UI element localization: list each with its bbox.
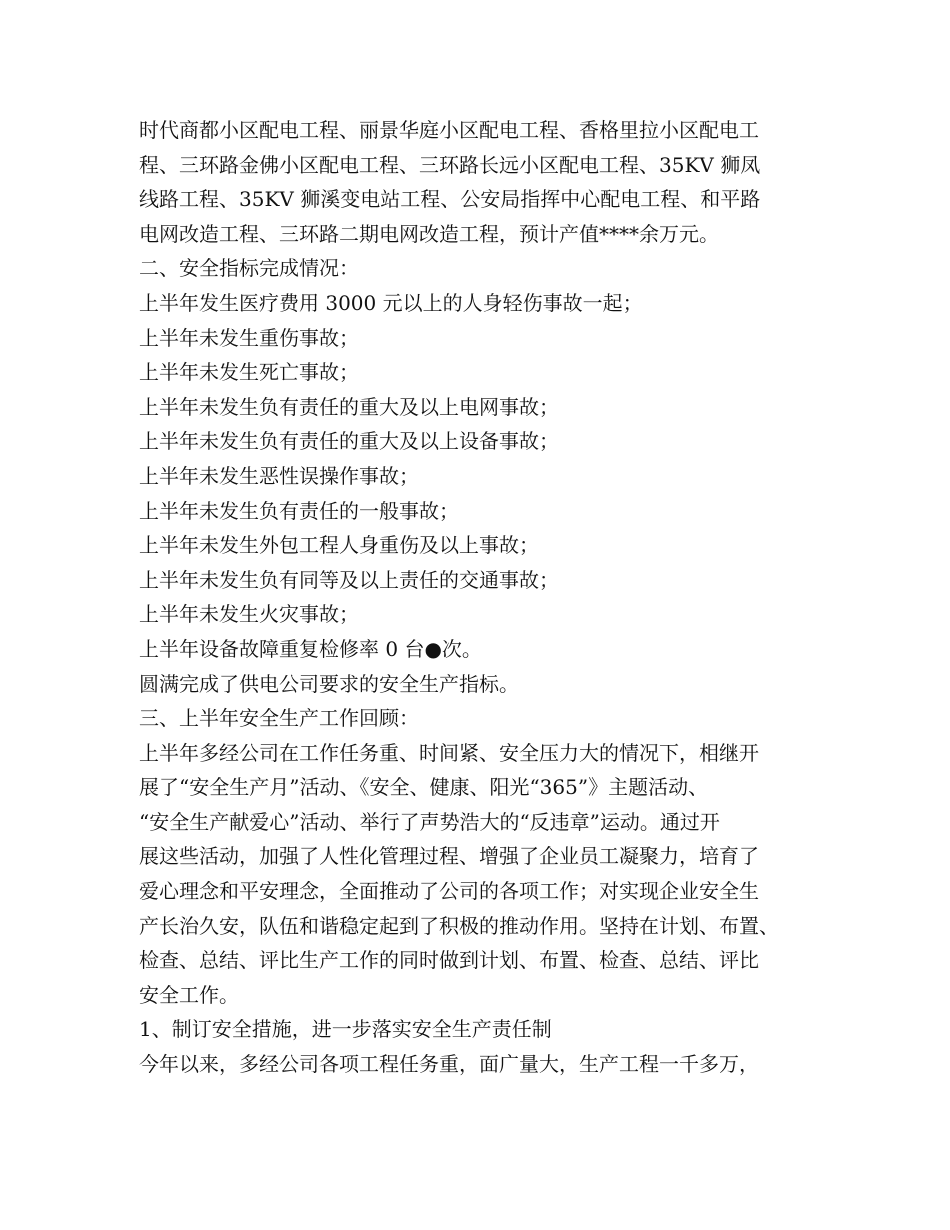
- list-item: 上半年未发生负有同等及以上责任的交通事故；: [139, 567, 559, 592]
- list-item: 上半年未发生重伤事故；: [139, 325, 359, 350]
- list-item: 上半年未发生恶性误操作事故；: [139, 463, 419, 488]
- text-line: “安全生产献爱心”活动、举行了声势浩大的“反违章”运动。通过开: [139, 809, 720, 834]
- list-item: 上半年未发生负有责任的一般事故；: [139, 498, 459, 523]
- list-item: 上半年发生医疗费用 3000 元以上的人身轻伤事故一起；: [139, 290, 643, 315]
- list-item: 上半年未发生死亡事故；: [139, 360, 359, 385]
- list-item: 上半年设备故障重复检修率 0 台●次。: [139, 636, 482, 661]
- list-item: 上半年未发生火灾事故；: [139, 602, 359, 627]
- text-line: 程、三环路金佛小区配电工程、三环路长远小区配电工程、35KV 狮凤: [139, 152, 761, 177]
- text-line: 圆满完成了供电公司要求的安全生产指标。: [139, 671, 519, 696]
- text-line: 线路工程、35KV 狮溪变电站工程、公安局指挥中心配电工程、和平路: [139, 187, 761, 212]
- text-line: 今年以来，多经公司各项工程任务重，面广量大，生产工程一千多万，: [139, 1052, 759, 1077]
- list-item: 上半年未发生负有责任的重大及以上设备事故；: [139, 429, 559, 454]
- document-body: [139, 113, 839, 1082]
- section-heading: 二、安全指标完成情况：: [139, 256, 359, 281]
- list-item: 上半年未发生负有责任的重大及以上电网事故；: [139, 394, 559, 419]
- text-line: 产长治久安，队伍和谐稳定起到了积极的推动作用。坚持在计划、布置、: [139, 913, 779, 938]
- text-line: 展了“安全生产月”活动、《安全、健康、阳光“365”》主题活动、: [139, 775, 709, 800]
- text-line: 上半年多经公司在工作任务重、时间紧、安全压力大的情况下，相继开: [139, 740, 759, 765]
- text-line: 爱心理念和平安理念，全面推动了公司的各项工作；对实现企业安全生: [139, 879, 759, 904]
- text-line: 展这些活动，加强了人性化管理过程、增强了企业员工凝聚力，培育了: [139, 844, 759, 869]
- text-line: 安全工作。: [139, 982, 239, 1007]
- subsection-heading: 1、制订安全措施，进一步落实安全生产责任制: [139, 1017, 552, 1042]
- text-line: 电网改造工程、三环路二期电网改造工程，预计产值****余万元。: [139, 221, 719, 246]
- list-item: 上半年未发生外包工程人身重伤及以上事故；: [139, 533, 539, 558]
- section-heading: 三、上半年安全生产工作回顾：: [139, 706, 419, 731]
- text-line: 检查、总结、评比生产工作的同时做到计划、布置、检查、总结、评比: [139, 948, 759, 973]
- text-line: 时代商都小区配电工程、丽景华庭小区配电工程、香格里拉小区配电工: [139, 118, 759, 142]
